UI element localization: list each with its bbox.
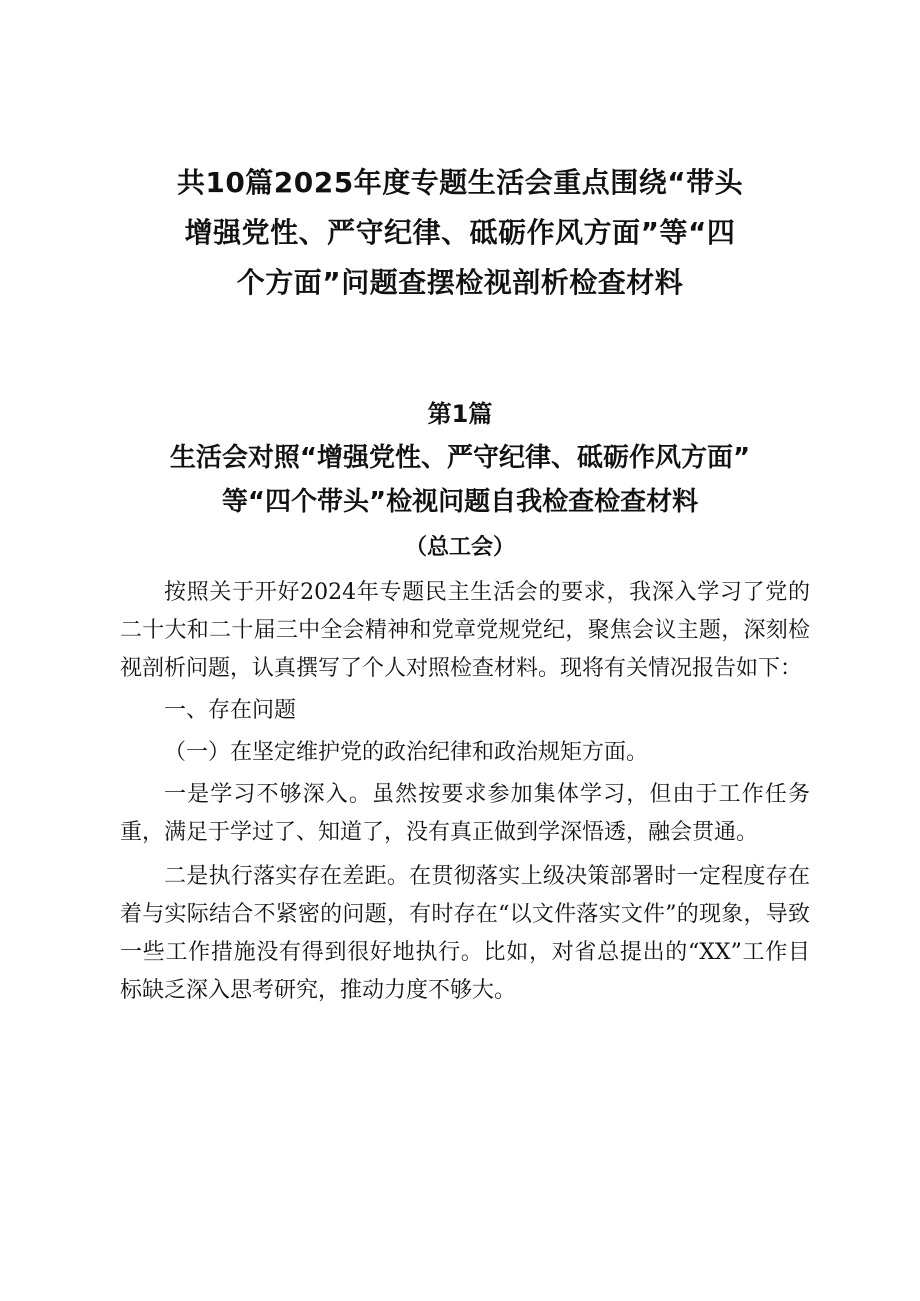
chapter-title-line-2: 等“四个带头”检视问题自我检查检查材料 bbox=[221, 487, 699, 517]
intro-paragraph: 按照关于开好2024年专题民主生活会的要求，我深入学习了党的二十大和二十届三中全会精神和党章党规党纪，聚焦会议主题，深刻检视剖析问题，认真撰写了个人对照检查材料。现将有关情况报告如下： bbox=[120, 580, 810, 681]
organization-label: （总工会） bbox=[404, 535, 515, 560]
point-paragraph-1: 一是学习不够深入。虽然按要求参加集体学习，但由于工作任务重，满足于学过了、知道了，没有真正做到学深悟透，融会贯通。 bbox=[120, 782, 810, 845]
chapter-title-line-1: 生活会对照“增强党性、严守纪律、砥砺作风方面” bbox=[169, 443, 751, 473]
chapter-label: 第1篇 bbox=[427, 400, 493, 428]
section-heading-1: 一、存在问题 bbox=[164, 698, 297, 723]
document-body bbox=[120, 574, 810, 1010]
document-title-line-2: 增强党性、严守纪律、砥砺作风方面”等“四 bbox=[184, 216, 736, 249]
chapter-heading bbox=[120, 392, 800, 524]
document-title-line-1: 共10篇2025年度专题生活会重点围绕“带头 bbox=[176, 166, 744, 199]
point-paragraph-2: 二是执行落实存在差距。在贯彻落实上级决策部署时一定程度存在着与实际结合不紧密的问题，有时存在“以文件落实文件”的现象，导致一些工作措施没有得到很好地执行。比如，对省总提出的“XX”工作目标缺乏深入思考研究，推动力度不够大。 bbox=[120, 864, 810, 1003]
document-title bbox=[150, 158, 770, 308]
subsection-heading-1: （一）在坚定维护党的政治纪律和政治规矩方面。 bbox=[164, 740, 649, 765]
document-title-line-3: 个方面”问题查摆检视剖析检查材料 bbox=[236, 266, 684, 299]
